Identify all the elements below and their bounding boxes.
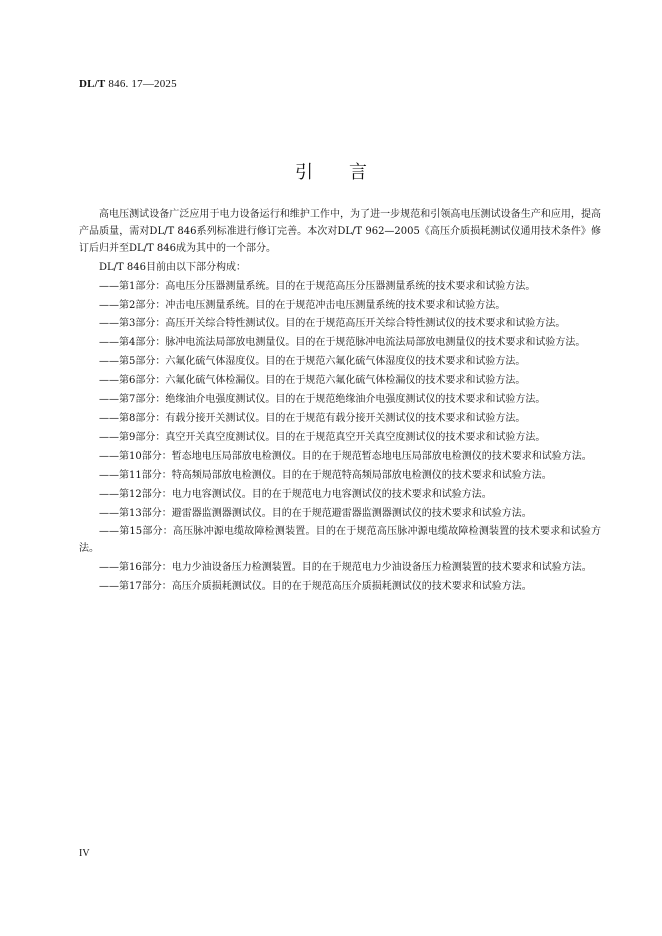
part-item: ——第3部分：高压开关综合特性测试仪。目的在于规范高压开关综合特性测试仪的技术要求和试验方法。 (99, 318, 566, 330)
paragraph-intro: 高电压测试设备广泛应用于电力设备运行和维护工作中，为了进一步规范和引领高电压测试设备生产和应用，提高产品质量，需对DL/T 846系列标准进行修订完善。本次对DL/T 962—2005《高压介质损耗测试仪通用技术条件》修订后归并至DL/T 846成为其中的一个部分。 (79, 209, 601, 254)
part-item: ——第16部分：电力少油设备压力检测装置。目的在于规范电力少油设备压力检测装置的技术要求和试验方法。 (99, 562, 592, 574)
part-item: ——第5部分：六氟化硫气体湿度仪。目的在于规范六氟化硫气体湿度仪的技术要求和试验方法。 (99, 356, 526, 368)
part-item: ——第6部分：六氟化硫气体检漏仪。目的在于规范六氟化硫气体检漏仪的技术要求和试验方法。 (99, 375, 526, 387)
page-number: IV (79, 848, 90, 859)
page-title: 引言 (295, 162, 403, 184)
document-code-number: 846. 17—2025 (105, 78, 177, 90)
document-code (79, 78, 177, 90)
part-item: ——第4部分：脉冲电流法局部放电测量仪。目的在于规范脉冲电流法局部放电测量仪的技术要求和试验方法。 (99, 337, 586, 349)
part-item: ——第8部分：有载分接开关测试仪。目的在于规范有载分接开关测试仪的技术要求和试验方法。 (99, 412, 526, 424)
document-code-prefix: DL/T (79, 78, 106, 90)
part-item: ——第2部分：冲击电压测量系统。目的在于规范冲击电压测量系统的技术要求和试验方法。 (99, 299, 506, 311)
part-item: ——第10部分：暂态地电压局部放电检测仪。目的在于规范暂态地电压局部放电检测仪的技术要求和试验方法。 (99, 450, 592, 462)
part-item: ——第1部分：高电压分压器测量系统。目的在于规范高压分压器测量系统的技术要求和试验方法。 (99, 280, 536, 292)
part-item: ——第15部分：高压脉冲源电缆故障检测装置。目的在于规范高压脉冲源电缆故障检测装置的技术要求和试验方法。 (79, 526, 601, 555)
part-item: ——第13部分：避雷器监测器测试仪。目的在于规范避雷器监测器测试仪的技术要求和试验方法。 (99, 507, 532, 519)
introduction-body (79, 207, 601, 596)
part-item: ——第17部分：高压介质损耗测试仪。目的在于规范高压介质损耗测试仪的技术要求和试验方法。 (99, 581, 532, 593)
part-item: ——第11部分：特高频局部放电检测仪。目的在于规范特高频局部放电检测仪的技术要求和试验方法。 (99, 469, 552, 481)
paragraph-parts-heading: DL/T 846目前由以下部分构成： (99, 261, 246, 273)
part-item: ——第9部分：真空开关真空度测试仪。目的在于规范真空开关真空度测试仪的技术要求和试验方法。 (99, 431, 546, 443)
part-item: ——第7部分：绝缘油介电强度测试仪。目的在于规范绝缘油介电强度测试仪的技术要求和试验方法。 (99, 394, 546, 406)
part-item: ——第12部分：电力电容测试仪。目的在于规范电力电容测试仪的技术要求和试验方法。 (99, 488, 492, 500)
